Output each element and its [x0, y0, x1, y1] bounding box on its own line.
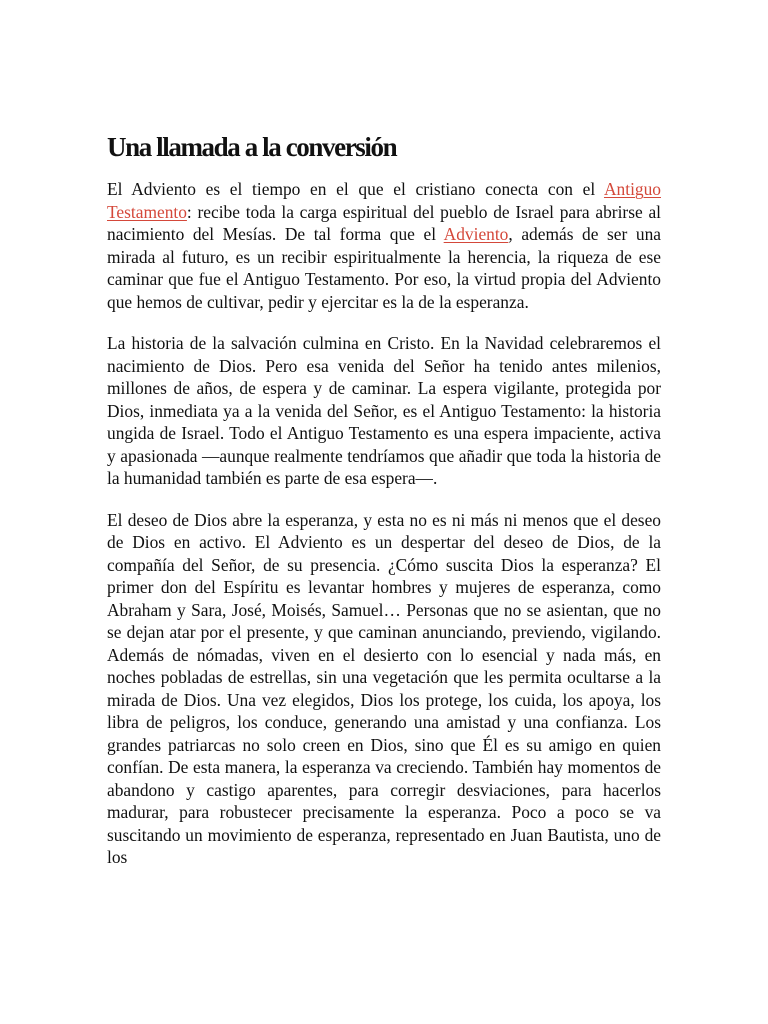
- document-content: [107, 130, 661, 888]
- paragraph-1-text-b: : recibe toda la carga espiritual del pueblo de Israel para abrirse al nacimiento del Mesías. De tal forma que el: [107, 201, 661, 244]
- paragraph-1-text-c: , además de ser una mirada al futuro, es un recibir espiritualmente la herencia, la riqueza de ese caminar que fue el Antiguo Testamento. Por eso, la virtud propia del Adviento que hemos de cultivar, pedir y ejercitar es la de la esperanza.: [107, 224, 662, 312]
- link-antiguo-testamento[interactable]: Antiguo Testamento: [107, 179, 661, 222]
- paragraph-2: La historia de la salvación culmina en Cristo. En la Navidad celebraremos el nacimiento de Dios. Pero esa venida del Señor ha tenido antes milenios, millones de años, de espera y de caminar. La espera vigilante, protegida por Dios, inmediata ya a la venida del Señor, es el Antiguo Testamento: la historia ungida de Israel. Todo el Antiguo Testamento es una espera impaciente, activa y apasionada —aunque realmente tendríamos que añadir que toda la historia de la humanidad también es parte de esa espera—.: [107, 333, 661, 488]
- paragraph-1: [107, 178, 661, 313]
- paragraph-3: El deseo de Dios abre la esperanza, y esta no es ni más ni menos que el deseo de Dios en activo. El Adviento es un despertar del deseo de Dios, de la compañía del Señor, de su presencia. ¿Cómo suscita Dios la esperanza? El primer don del Espíritu es levantar hombres y mujeres de esperanza, como Abraham y Sara, José, Moisés, Samuel… Personas que no se asientan, que no se dejan atar por el presente, y que caminan anunciando, previendo, vigilando. Además de nómadas, viven en el desierto con lo esencial y nada más, en noches pobladas de estrellas, sin una vegetación que les permita ocultarse a la mirada de Dios. Una vez elegidos, Dios los protege, los cuida, los apoya, los libra de peligros, los conduce, generando una amistad y una confianza. Los grandes patriarcas no solo creen en Dios, sino que Él es su amigo en quien confían. De esta manera, la esperanza va creciendo. También hay momentos de abandono y castigo aparentes, para corregir desviaciones, para hacerlos madurar, para robustecer precisamente la esperanza. Poco a poco se va suscitando un movimiento de esperanza, representado en Juan Bautista, uno de los: [107, 509, 661, 867]
- link-adviento[interactable]: Adviento: [443, 224, 509, 244]
- paragraph-1-text-a: El Adviento es el tiempo en el que el cristiano conecta con el: [107, 179, 604, 199]
- page-title: Una llamada a la conversión: [107, 132, 397, 162]
